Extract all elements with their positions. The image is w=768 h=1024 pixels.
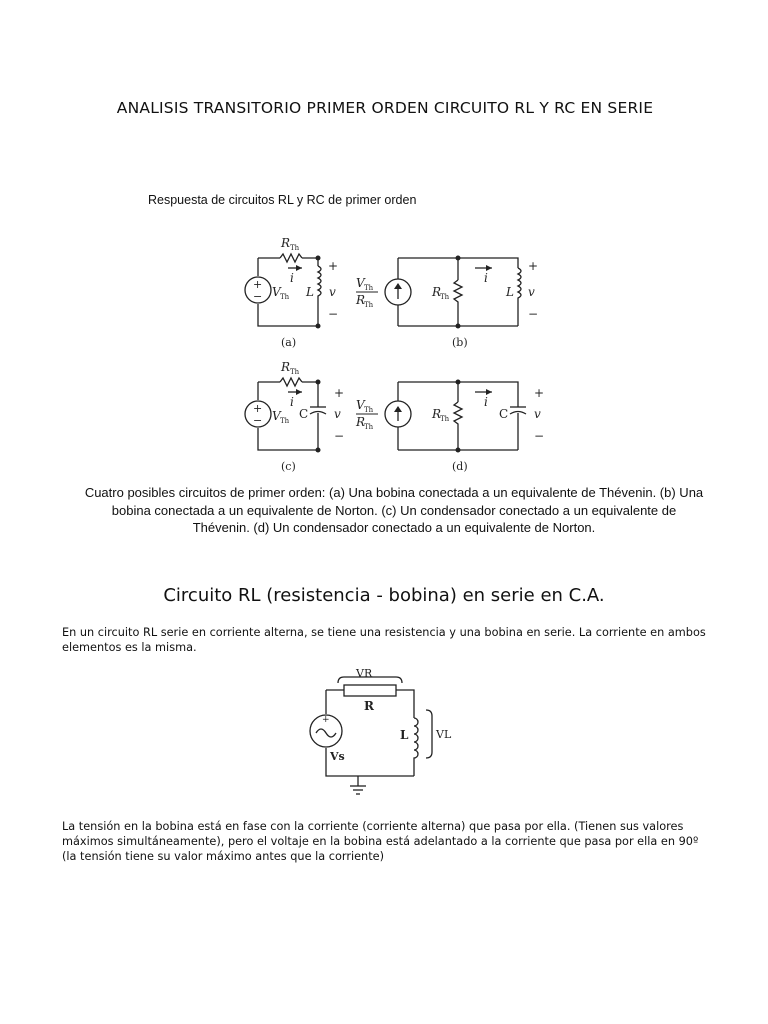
- label-src-minus-a: −: [253, 290, 263, 303]
- label-rth-sub-b2: Th: [440, 293, 450, 301]
- label-rth-d: R: [356, 415, 366, 429]
- label-vth-sub-d: Th: [364, 406, 374, 414]
- label-rth-sub-d2: Th: [440, 415, 450, 423]
- figure-header: Respuesta de circuitos RL y RC de primer orden: [148, 193, 417, 207]
- label-c-d: C: [499, 407, 509, 421]
- label-rth-d2: R: [432, 407, 442, 421]
- label-minus-c: −: [334, 429, 345, 443]
- panel-label-d: (d): [452, 460, 468, 473]
- label-i-b: i: [484, 271, 488, 285]
- figure-caption: Cuatro posibles circuitos de primer orden: (a) Una bobina conectada a un equivalente de Thévenin. (b) Una bobina conectada a un equivalente de Norton. (c) Un condensador conectado a un equivalente de Thévenin. (d) Un condensador conectado a un equivalente de Norton.: [84, 485, 704, 535]
- paragraph-intro: En un circuito RL serie en corriente alterna, se tiene una resistencia y una bobina en serie. La corriente en ambos elementos es la misma.: [62, 626, 706, 654]
- label-vth-sub-a: Th: [280, 293, 290, 301]
- label-rth-sub-a: Th: [290, 244, 300, 252]
- panel-label-a: (a): [281, 336, 297, 349]
- label-plus-a: +: [328, 259, 339, 273]
- label-plus-d: +: [534, 386, 545, 400]
- label-l-b: L: [506, 285, 514, 299]
- label-src-plus-c: +: [253, 402, 263, 415]
- label-vth-a: V: [272, 285, 281, 299]
- panel-label-b: (b): [452, 336, 468, 349]
- label-rth-sub-b: Th: [364, 301, 374, 309]
- label-rth-a: R: [281, 236, 291, 250]
- label-rth-c: R: [281, 360, 291, 374]
- label-vth-sub-c: Th: [280, 417, 290, 425]
- panel-label-c: (c): [281, 460, 296, 473]
- label-vs: Vs: [330, 750, 345, 763]
- label-vth-c: V: [272, 409, 281, 423]
- label-l-a: L: [306, 285, 314, 299]
- label-minus-a: −: [328, 307, 339, 321]
- label-plus-c: +: [334, 386, 345, 400]
- label-src-plus-a: +: [253, 278, 263, 291]
- label-v-c: v: [334, 407, 341, 421]
- page-title: ANALISIS TRANSITORIO PRIMER ORDEN CIRCUITO RL Y RC EN SERIE: [116, 99, 654, 117]
- label-rth-sub-d: Th: [364, 423, 374, 431]
- label-rth-b: R: [356, 293, 366, 307]
- label-vth-d: V: [356, 398, 365, 412]
- label-vs-plus: +: [322, 715, 330, 725]
- paragraph-explanation: La tensión en la bobina está en fase con la corriente (corriente alterna) que pasa por ella. (Tienen sus valores máximos simultáneamente), pero el voltaje en la bobina está adelantado a la corriente que pasa por ella en 90º (la tensión tiene su valor máximo antes que la corriente): [62, 820, 699, 863]
- label-rth-b2: R: [432, 285, 442, 299]
- label-i-c: i: [290, 395, 294, 409]
- label-plus-b: +: [528, 259, 539, 273]
- section-title: Circuito RL (resistencia - bobina) en serie en C.A.: [163, 585, 605, 606]
- label-i-a: i: [290, 271, 294, 285]
- label-vl: VL: [436, 728, 452, 741]
- label-c-c: C: [299, 407, 309, 421]
- label-vr: VR: [356, 667, 373, 680]
- label-minus-b: −: [528, 307, 539, 321]
- label-vth-sub-b: Th: [364, 284, 374, 292]
- label-src-minus-c: −: [253, 414, 263, 427]
- label-i-d: i: [484, 395, 488, 409]
- label-minus-d: −: [534, 429, 545, 443]
- label-l: L: [400, 728, 409, 742]
- label-v-d: v: [534, 407, 541, 421]
- label-r: R: [364, 699, 374, 713]
- label-vth-b: V: [356, 276, 365, 290]
- label-v-b: v: [528, 285, 535, 299]
- label-rth-sub-c: Th: [290, 368, 300, 376]
- label-v-a: v: [329, 285, 336, 299]
